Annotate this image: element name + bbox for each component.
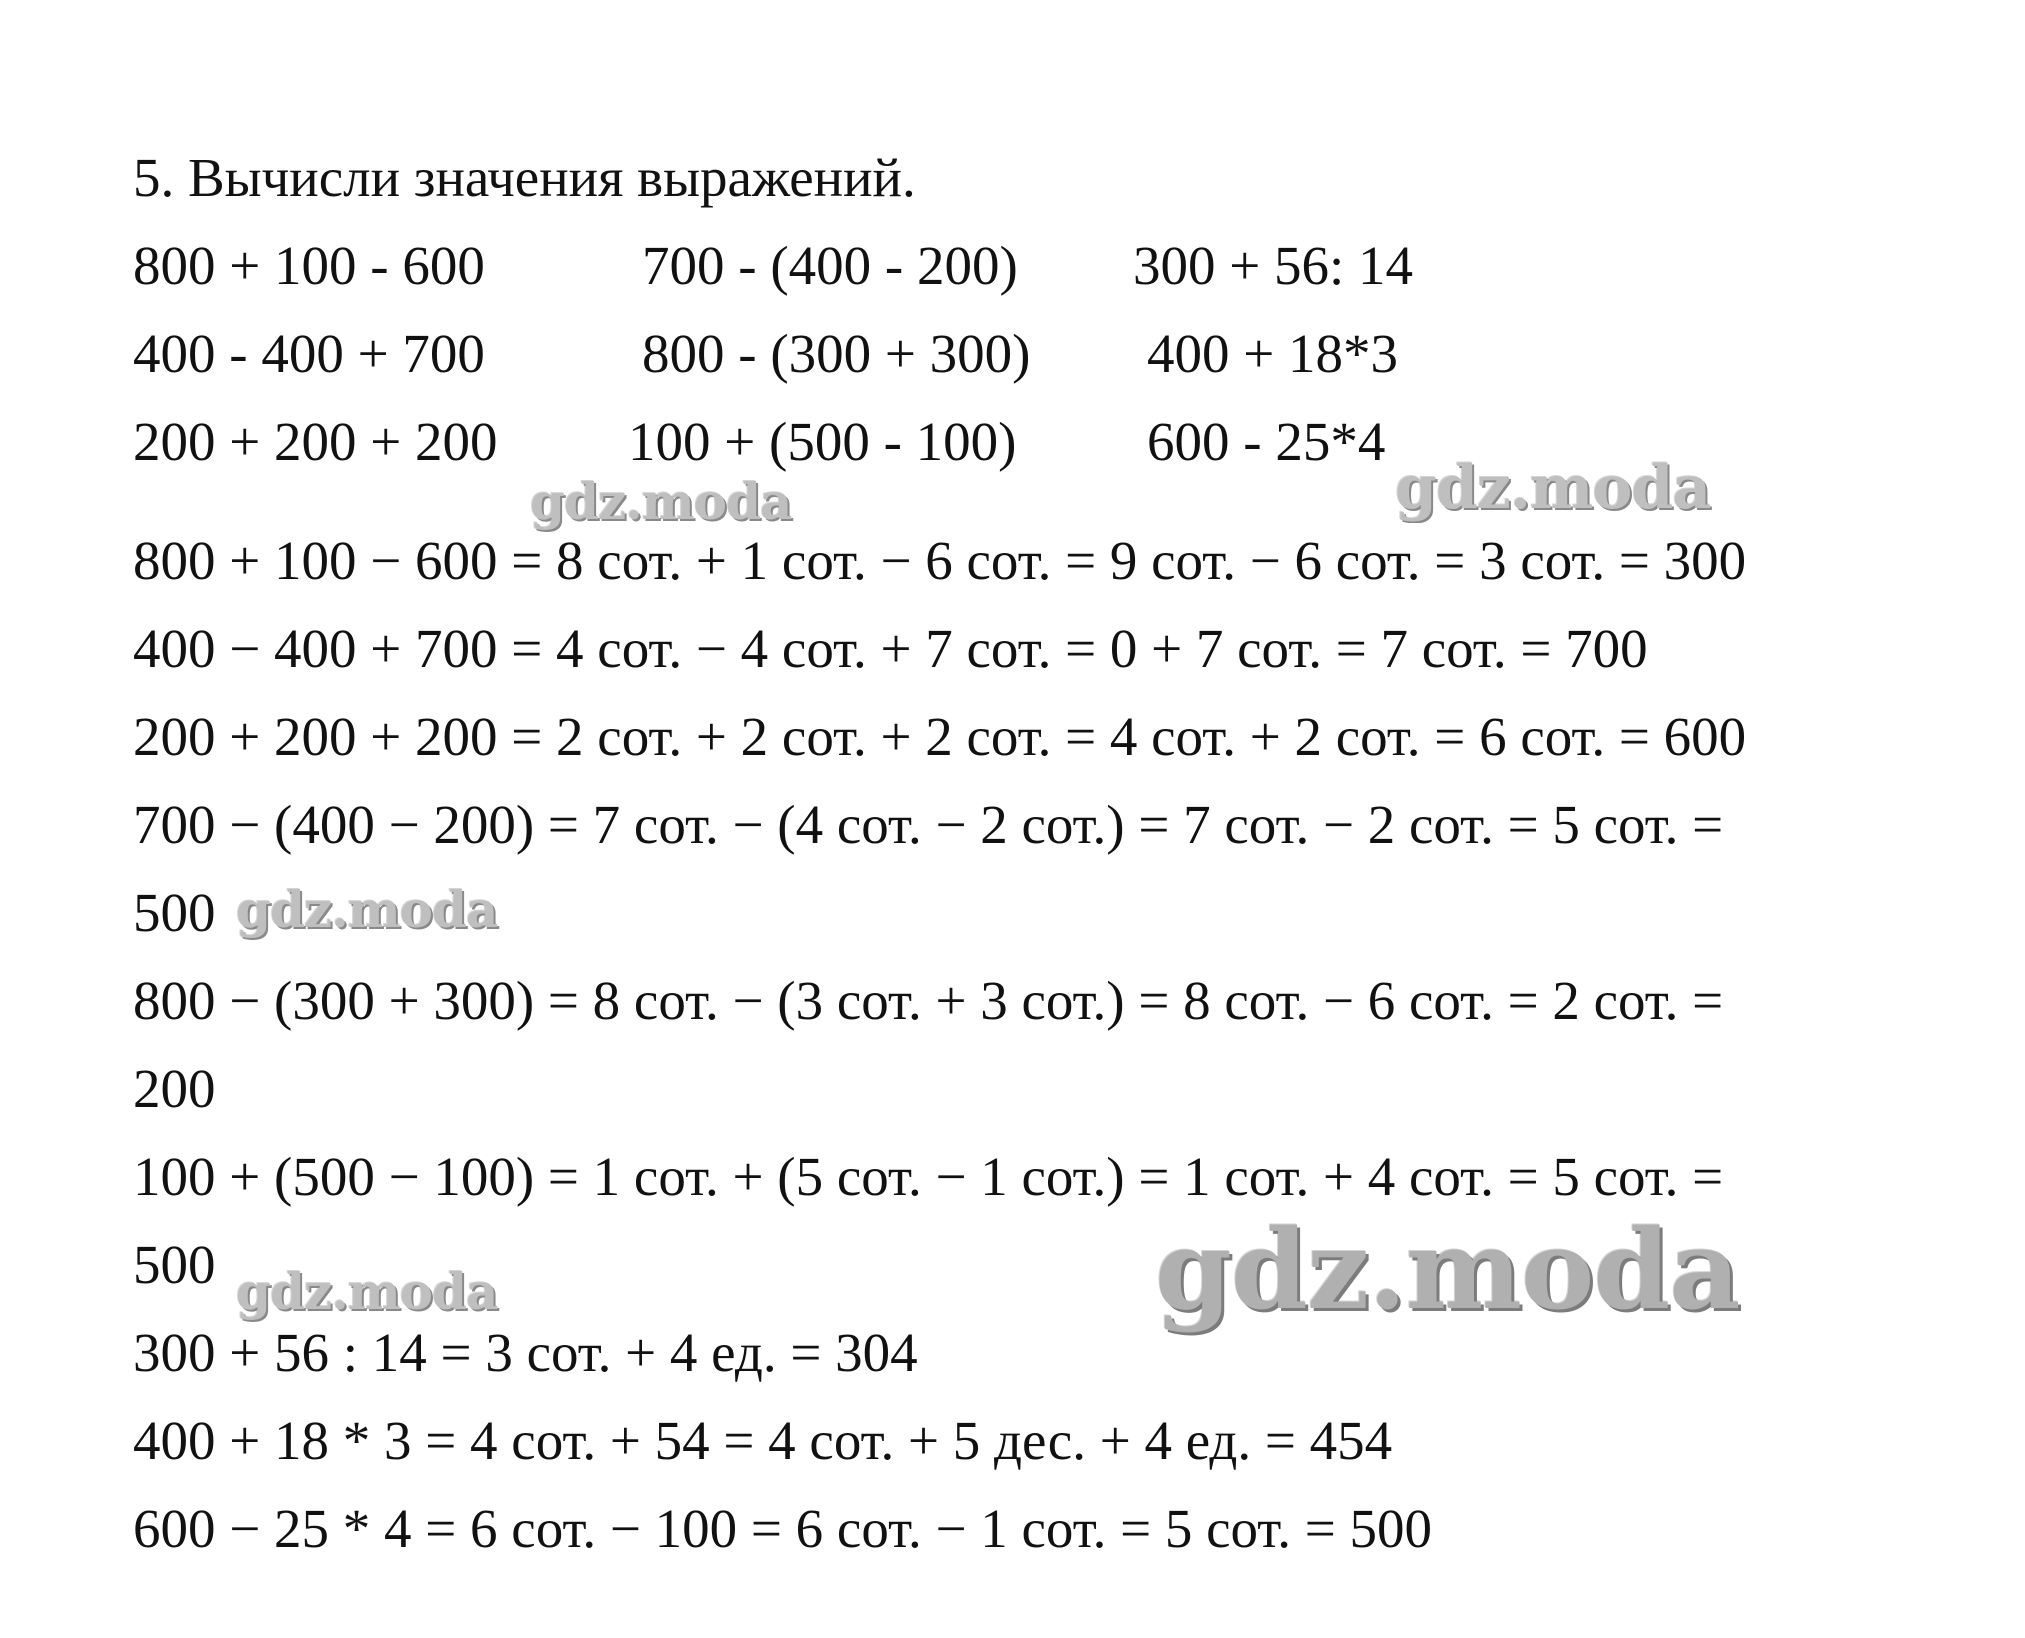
expression-r1-c2: 700 - (400 - 200) [642,235,1018,296]
solution-line: 400 − 400 + 700 = 4 сот. − 4 сот. + 7 сот. = 0 + 7 сот. = 7 сот. = 700 [133,618,1648,679]
solution-line: 200 + 200 + 200 = 2 сот. + 2 сот. + 2 сот. = 4 сот. + 2 сот. = 6 сот. = 600 [133,706,1747,767]
expression-r1-c3: 300 + 56: 14 [1133,235,1414,296]
watermark: gdz.moda [236,880,498,939]
solution-line: 800 − (300 + 300) = 8 сот. − (3 сот. + 3 сот.) = 8 сот. − 6 сот. = 2 сот. = [133,970,1724,1031]
solution-line: 700 − (400 − 200) = 7 сот. − (4 сот. − 2 сот.) = 7 сот. − 2 сот. = 5 сот. = [133,794,1724,855]
solution-line: 400 + 18 * 3 = 4 сот. + 54 = 4 сот. + 5 дес. + 4 ед. = 454 [133,1410,1393,1471]
solution-line: 200 [133,1058,216,1119]
expression-r2-c2: 800 - (300 + 300) [642,323,1031,384]
solution-line: 600 − 25 * 4 = 6 сот. − 100 = 6 сот. − 1 сот. = 5 сот. = 500 [133,1498,1432,1559]
solution-line: 800 + 100 − 600 = 8 сот. + 1 сот. − 6 сот. = 9 сот. − 6 сот. = 3 сот. = 300 [133,530,1747,591]
watermark: gdz.moda [236,1262,498,1321]
watermark: gdz.moda [530,472,792,531]
expression-r3-c1: 200 + 200 + 200 [133,411,498,472]
watermark: gdz.moda [1395,453,1711,523]
solution-line: 500 [133,1234,216,1295]
watermark: gdz.moda [1155,1205,1740,1334]
solution-line: 100 + (500 − 100) = 1 сот. + (5 сот. − 1 сот.) = 1 сот. + 4 сот. = 5 сот. = [133,1146,1724,1207]
solution-line: 300 + 56 : 14 = 3 сот. + 4 ед. = 304 [133,1322,918,1383]
expression-r2-c1: 400 - 400 + 700 [133,323,485,384]
expression-r1-c1: 800 + 100 - 600 [133,235,485,296]
expression-r2-c3: 400 + 18*3 [1147,323,1399,384]
task-title: 5. Вычисли значения выражений. [133,147,916,208]
solution-line: 500 [133,882,216,943]
expression-r3-c3: 600 - 25*4 [1147,411,1386,472]
expression-r3-c2: 100 + (500 - 100) [628,411,1017,472]
